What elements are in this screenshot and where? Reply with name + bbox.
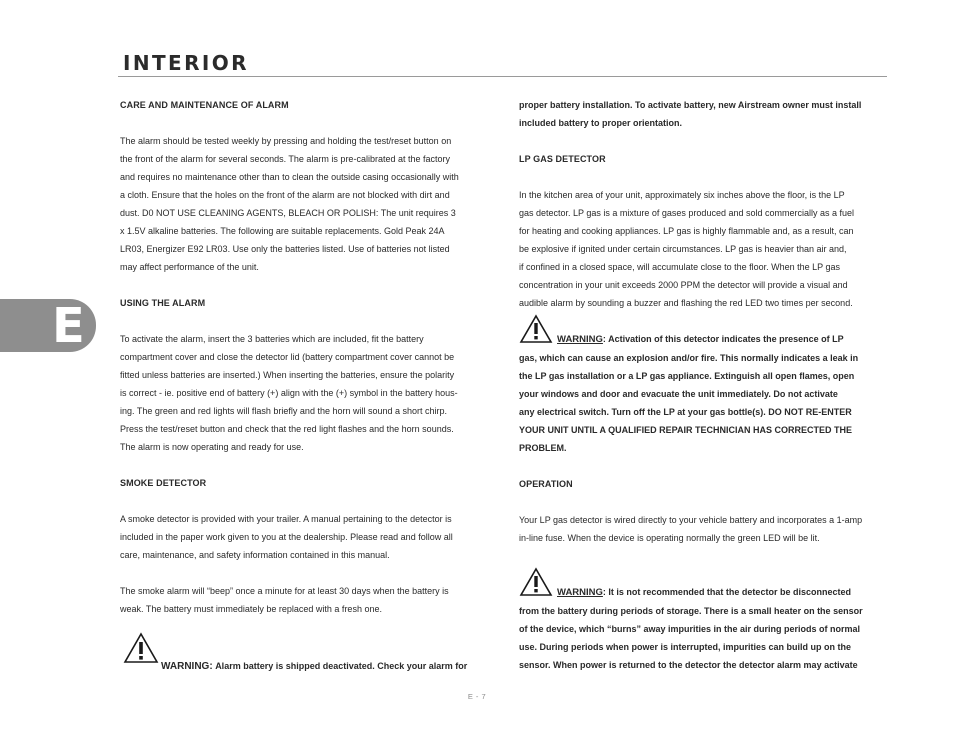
text-line: YOUR UNIT UNTIL A QUALIFIED REPAIR TECHNICIAN HAS CORRECTED THE [519,425,853,435]
warning-triangle-icon [123,632,159,664]
text-line: from the battery during periods of storage. There is a small heater on the sensor [519,606,863,616]
warning-triangle-icon [519,567,553,597]
using-paragraph [120,330,488,456]
text-line: your windows and door and evacuate the unit immediately. Do not activate [519,389,838,399]
left-column [120,96,488,618]
smoke-heading: SMOKE DETECTOR [120,478,207,488]
text-line: is correct - ie. positive end of battery (+) align with the (+) symbol in the battery hous- [120,388,458,398]
text-line: any electrical switch. Turn off the LP at your gas bottle(s). DO NOT RE-ENTER [519,407,852,417]
operation-heading: OPERATION [519,479,573,489]
battery-continuation [519,96,887,132]
text-line: In the kitchen area of your unit, approximately six inches above the floor, is the LP [519,190,845,200]
storage-warning [519,583,887,674]
text-line: the front of the alarm for several seconds. The alarm is pre-calibrated at the factory [120,154,450,164]
text-line: the LP gas installation or a LP gas appliance. Extinguish all open flames, open [519,371,855,381]
text-line: gas detector. LP gas is a mixture of gases produced and sold commercially as a fuel [519,208,855,218]
text-line: audible alarm by sounding a buzzer and flashing the red LED two times per second. [519,298,853,308]
lp-warning [519,330,887,457]
warning-text: Alarm battery is shipped deactivated. Check your alarm for [215,661,468,671]
warning-text: : Activation of this detector indicates the presence of LP [602,334,844,344]
warning-label: WARNING: [161,661,213,672]
text-line: may affect performance of the unit. [120,262,259,272]
text-line: if confined in a closed space, will accumulate close to the floor. When the LP gas [519,262,841,272]
title-divider [118,76,887,77]
warning-label: WARNING [557,334,603,345]
care-heading: CARE AND MAINTENANCE OF ALARM [120,100,289,110]
text-line: PROBLEM. [519,443,567,453]
text-line: The smoke alarm will “beep” once a minute for at least 30 days when the battery is [120,586,449,596]
text-line: care, maintenance, and safety information contained in this manual. [120,550,390,560]
text-line: sensor. When power is returned to the detector the detector alarm may activate [519,660,858,670]
warning-first-line [519,583,887,602]
text-line: gas, which can cause an explosion and/or fire. This normally indicates a leak in [519,353,859,363]
text-line: of the device, which “burns” away impurities in the air during periods of normal [519,624,861,634]
text-line: included battery to proper orientation. [519,118,683,128]
text-line: in-line fuse. When the device is operating normally the green LED will be lit. [519,533,820,543]
text-line: A smoke detector is provided with your trailer. A manual pertaining to the detector is [120,514,452,524]
text-line: use. During periods when power is interrupted, impurities can build up on the [519,642,852,652]
text-line: Your LP gas detector is wired directly to your vehicle battery and incorporates a 1-amp [519,515,863,525]
text-line: for heating and cooking appliances. LP gas is highly flammable and, as a result, can [519,226,854,236]
warning-first-line [519,330,887,349]
using-heading: USING THE ALARM [120,298,206,308]
warning-triangle-icon [519,314,553,344]
smoke-paragraph-1 [120,510,488,564]
text-line: proper battery installation. To activate battery, new Airstream owner must install [519,100,862,110]
text-line: x 1.5V alkaline batteries. The following are suitable replacements. Gold Peak 24A [120,226,445,236]
lp-heading: LP GAS DETECTOR [519,154,606,164]
text-line: be explosive if ignited under certain circumstances. LP gas is heavier than air and, [519,244,847,254]
warning-text: : It is not recommended that the detector be disconnected [602,587,851,597]
text-line: The alarm is now operating and ready for use. [120,442,304,452]
care-paragraph [120,132,488,276]
text-line: ing. The green and red lights will flash briefly and the horn will sound a short chirp. [120,406,448,416]
operation-paragraph [519,511,887,547]
text-line: weak. The battery must immediately be replaced with a fresh one. [120,604,382,614]
right-column [519,96,887,674]
text-line: dust. D0 NOT USE CLEANING AGENTS, BLEACH OR POLISH: The unit requires 3 [120,208,456,218]
smoke-paragraph-2 [120,582,488,618]
text-line: included in the paper work given to you at the dealership. Please read and follow all [120,532,453,542]
text-line: To activate the alarm, insert the 3 batteries which are included, fit the battery [120,334,424,344]
text-line: concentration in your unit exceeds 2000 PPM the detector will provide a visual and [519,280,848,290]
text-line: a cloth. Ensure that the holes on the front of the alarm are not blocked with dirt and [120,190,450,200]
page-number: E - 7 [467,692,487,701]
text-line: fitted unless batteries are inserted.) When inserting the batteries, ensure the polarity [120,370,455,380]
text-line: compartment cover and close the detector lid (battery compartment cover cannot be [120,352,455,362]
page-title: INTERIOR [123,51,249,75]
section-tab-letter: E [52,298,85,354]
text-line: Press the test/reset button and check that the red light flashes and the horn sounds. [120,424,454,434]
warning-label: WARNING [557,587,603,598]
text-line: The alarm should be tested weekly by pressing and holding the test/reset button on [120,136,452,146]
text-line: and requires no maintenance other than to clean the outside casing occasionally with [120,172,459,182]
lp-paragraph [519,186,887,312]
text-line: LR03, Energizer E92 LR03. Use only the batteries listed. Use of batteries not listed [120,244,450,254]
